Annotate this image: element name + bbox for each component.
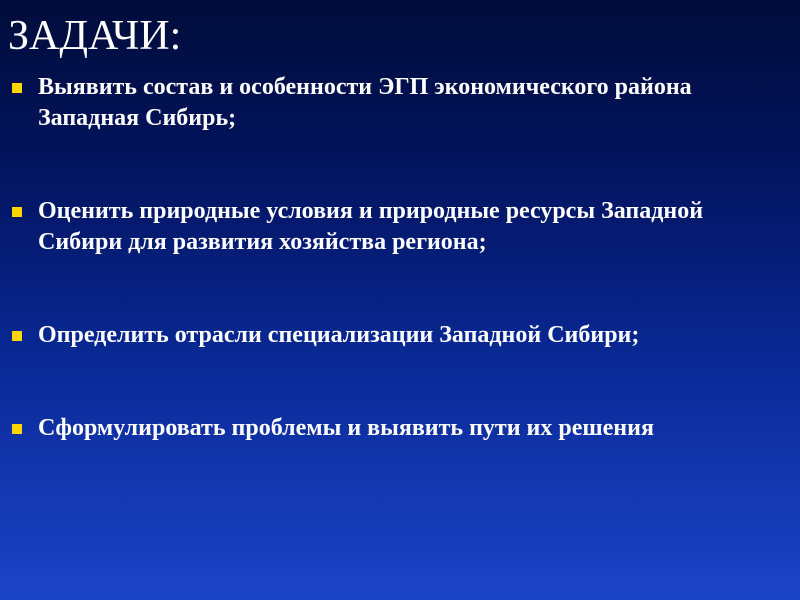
square-bullet-icon [12,331,22,341]
task-text-2: Оценить природные условия и природные ресурсы Западной Сибири для развития хозяйства региона; [38,198,704,255]
task-text-4: Сформулировать проблемы и выявить пути их решения [38,415,654,441]
square-bullet-icon [12,83,22,93]
task-text-3: Определить отрасли специализации Западной Сибири; [38,322,640,348]
task-item-4 [10,413,780,444]
task-item-1 [10,72,780,134]
task-text-1: Выявить состав и особенности ЭГП экономического района Западная Сибирь; [38,74,692,131]
slide-title: ЗАДАЧИ: [8,13,182,59]
square-bullet-icon [12,424,22,434]
task-item-3 [10,320,780,351]
task-list [10,72,780,444]
task-item-2 [10,196,780,258]
square-bullet-icon [12,207,22,217]
